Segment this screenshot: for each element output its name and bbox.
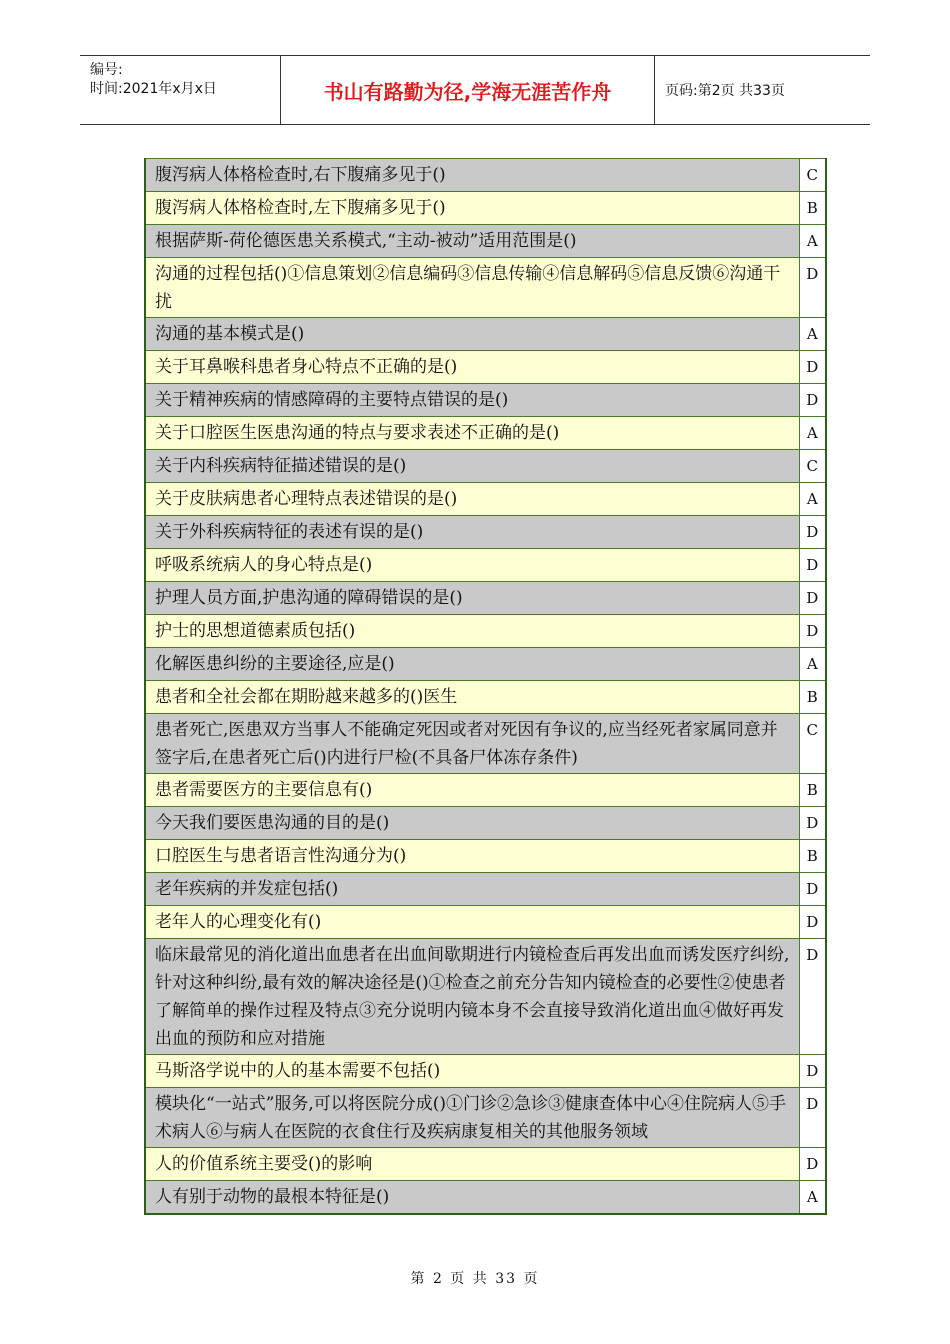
question-text: 患者和全社会都在期盼越来越多的()医生: [145, 681, 799, 714]
answer-letter: D: [799, 582, 826, 615]
question-answer-table: [144, 158, 827, 1215]
table-row: [145, 582, 826, 615]
header-motto: 书山有路勤为径,学海无涯苦作舟: [281, 56, 655, 124]
question-text: 腹泻病人体格检查时,右下腹痛多见于(): [145, 159, 799, 192]
answer-letter: D: [799, 1055, 826, 1088]
table-row: [145, 318, 826, 351]
answer-letter: A: [799, 318, 826, 351]
table-row: [145, 714, 826, 774]
table-row: [145, 1088, 826, 1148]
table-row: [145, 1055, 826, 1088]
question-text: 老年疾病的并发症包括(): [145, 873, 799, 906]
table-row: [145, 225, 826, 258]
question-text: 患者死亡,医患双方当事人不能确定死因或者对死因有争议的,应当经死者家属同意并签字后,在患者死亡后()内进行尸检(不具备尸体冻存条件): [145, 714, 799, 774]
header-page-info: 页码:第2页 共33页: [665, 83, 785, 99]
document-time-label: 时间:2021年x月x日: [90, 81, 217, 97]
answer-letter: C: [799, 450, 826, 483]
question-text: 马斯洛学说中的人的基本需要不包括(): [145, 1055, 799, 1088]
page-header: [80, 55, 870, 125]
answer-letter: C: [799, 714, 826, 774]
answer-letter: D: [799, 351, 826, 384]
table-row: [145, 939, 826, 1055]
table-row: [145, 648, 826, 681]
table-row: [145, 351, 826, 384]
table-row: [145, 159, 826, 192]
table-row: [145, 873, 826, 906]
table-row: [145, 1181, 826, 1215]
question-text: 今天我们要医患沟通的目的是(): [145, 807, 799, 840]
table-row: [145, 681, 826, 714]
question-text: 人有别于动物的最根本特征是(): [145, 1181, 799, 1215]
question-text: 临床最常见的消化道出血患者在出血间歇期进行内镜检查后再发出血而诱发医疗纠纷,针对这种纠纷,最有效的解决途径是()①检查之前充分告知内镜检查的必要性②使患者了解简单的操作过程及特点③充分说明内镜本身不会直接导致消化道出血④做好再发出血的预防和应对措施: [145, 939, 799, 1055]
answer-letter: D: [799, 258, 826, 318]
question-text: 关于皮肤病患者心理特点表述错误的是(): [145, 483, 799, 516]
table-row: [145, 615, 826, 648]
answer-letter: D: [799, 549, 826, 582]
answer-letter: C: [799, 159, 826, 192]
table-row: [145, 1148, 826, 1181]
question-text: 模块化“一站式”服务,可以将医院分成()①门诊②急诊③健康查体中心④住院病人⑤手术病人⑥与病人在医院的衣食住行及疾病康复相关的其他服务领域: [145, 1088, 799, 1148]
answer-letter: D: [799, 873, 826, 906]
question-text: 腹泻病人体格检查时,左下腹痛多见于(): [145, 192, 799, 225]
table-row: [145, 483, 826, 516]
answer-letter: D: [799, 516, 826, 549]
answer-letter: A: [799, 1181, 826, 1215]
table-row: [145, 906, 826, 939]
answer-letter: B: [799, 681, 826, 714]
question-text: 关于内科疾病特征描述错误的是(): [145, 450, 799, 483]
table-row: [145, 450, 826, 483]
answer-letter: D: [799, 384, 826, 417]
question-text: 人的价值系统主要受()的影响: [145, 1148, 799, 1181]
answer-letter: A: [799, 225, 826, 258]
answer-letter: D: [799, 807, 826, 840]
question-text: 护理人员方面,护患沟通的障碍错误的是(): [145, 582, 799, 615]
question-text: 护士的思想道德素质包括(): [145, 615, 799, 648]
table-row: [145, 774, 826, 807]
question-text: 关于口腔医生医患沟通的特点与要求表述不正确的是(): [145, 417, 799, 450]
question-text: 关于耳鼻喉科患者身心特点不正确的是(): [145, 351, 799, 384]
question-text: 化解医患纠纷的主要途径,应是(): [145, 648, 799, 681]
table-row: [145, 840, 826, 873]
question-text: 关于精神疾病的情感障碍的主要特点错误的是(): [145, 384, 799, 417]
table-row: [145, 516, 826, 549]
answer-letter: D: [799, 1088, 826, 1148]
table-row: [145, 417, 826, 450]
question-text: 口腔医生与患者语言性沟通分为(): [145, 840, 799, 873]
table-row: [145, 384, 826, 417]
answer-letter: B: [799, 192, 826, 225]
question-text: 沟通的过程包括()①信息策划②信息编码③信息传输④信息解码⑤信息反馈⑥沟通干扰: [145, 258, 799, 318]
answer-letter: D: [799, 1148, 826, 1181]
document-number-label: 编号:: [90, 62, 123, 78]
question-text: 沟通的基本模式是(): [145, 318, 799, 351]
answer-letter: A: [799, 417, 826, 450]
table-row: [145, 192, 826, 225]
table-row: [145, 549, 826, 582]
answer-letter: D: [799, 939, 826, 1055]
question-text: 老年人的心理变化有(): [145, 906, 799, 939]
answer-letter: A: [799, 483, 826, 516]
header-meta: [80, 56, 281, 124]
question-text: 关于外科疾病特征的表述有误的是(): [145, 516, 799, 549]
answer-letter: D: [799, 615, 826, 648]
answer-letter: A: [799, 648, 826, 681]
answer-letter: D: [799, 906, 826, 939]
answer-letter: B: [799, 840, 826, 873]
table-row: [145, 258, 826, 318]
question-text: 患者需要医方的主要信息有(): [145, 774, 799, 807]
question-text: 呼吸系统病人的身心特点是(): [145, 549, 799, 582]
answer-letter: B: [799, 774, 826, 807]
question-table-body: [145, 159, 826, 1215]
question-text: 根据萨斯-荷伦德医患关系模式,“主动-被动”适用范围是(): [145, 225, 799, 258]
table-row: [145, 807, 826, 840]
page-footer: 第 2 页 共 33 页: [410, 1271, 540, 1287]
